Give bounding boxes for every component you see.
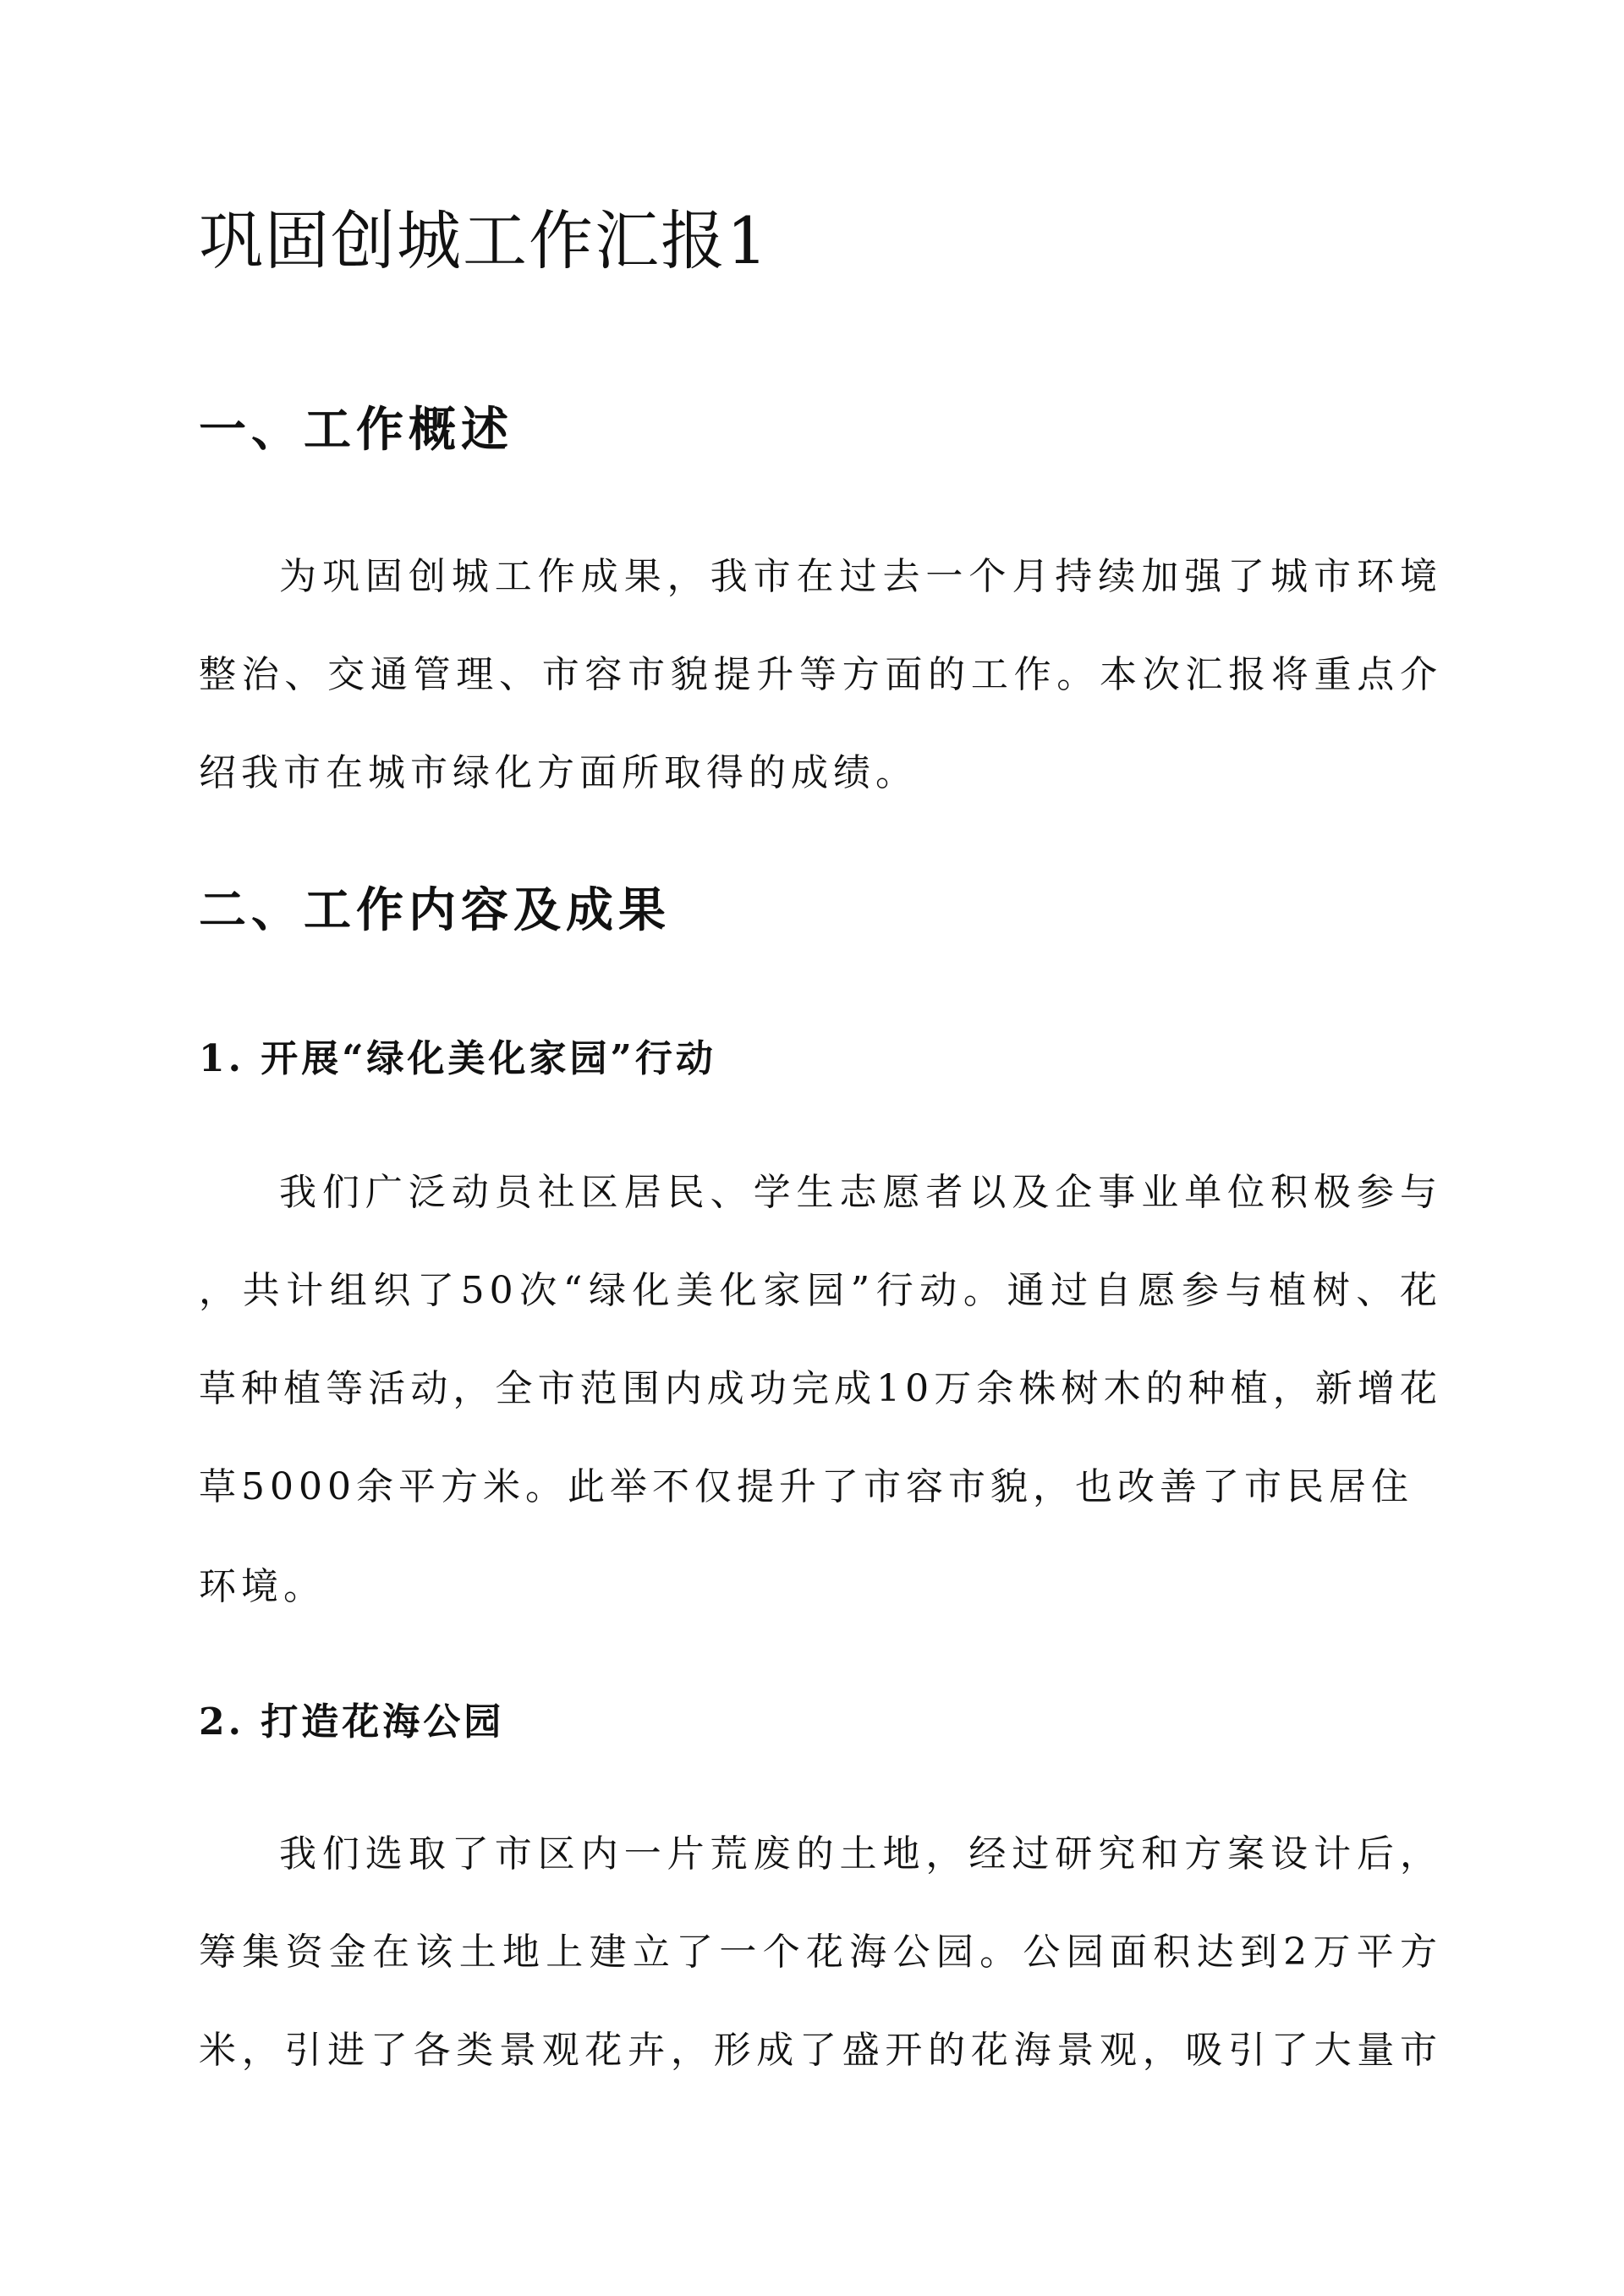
paragraph-line: 筹集资金在该土地上建立了一个花海公园。公园面积达到2万平方 <box>199 1931 1442 1974</box>
subsection-heading-flower-park: 2. 打造花海公园 <box>199 1700 505 1744</box>
document-title: 巩固创城工作汇报1 <box>199 203 770 278</box>
section-heading-content: 二、工作内容及成果 <box>199 882 671 938</box>
paragraph-line: 我们选取了市区内一片荒废的土地，经过研究和方案设计后， <box>279 1832 1442 1876</box>
paragraph-line: ，共计组织了50次“绿化美化家园”行动。通过自愿参与植树、花 <box>199 1269 1442 1312</box>
paragraph-line: 米，引进了各类景观花卉，形成了盛开的花海景观，吸引了大量市 <box>199 2029 1442 2072</box>
paragraph-line: 整治、交通管理、市容市貌提升等方面的工作。本次汇报将重点介 <box>199 653 1442 696</box>
paragraph-line: 环境。 <box>199 1565 326 1608</box>
paragraph-line: 我们广泛动员社区居民、学生志愿者以及企事业单位积极参与 <box>279 1171 1442 1214</box>
paragraph-line: 草种植等活动，全市范围内成功完成10万余株树木的种植，新增花 <box>199 1367 1442 1410</box>
paragraph-line: 草5000余平方米。此举不仅提升了市容市貌，也改善了市民居住 <box>199 1465 1413 1508</box>
paragraph-line: 为巩固创城工作成果，我市在过去一个月持续加强了城市环境 <box>279 555 1442 598</box>
section-heading-overview: 一、工作概述 <box>199 402 513 458</box>
subsection-heading-greening-action: 1. 开展“绿化美化家园”行动 <box>199 1037 716 1080</box>
paragraph-line: 绍我市在城市绿化方面所取得的成绩。 <box>199 751 918 794</box>
